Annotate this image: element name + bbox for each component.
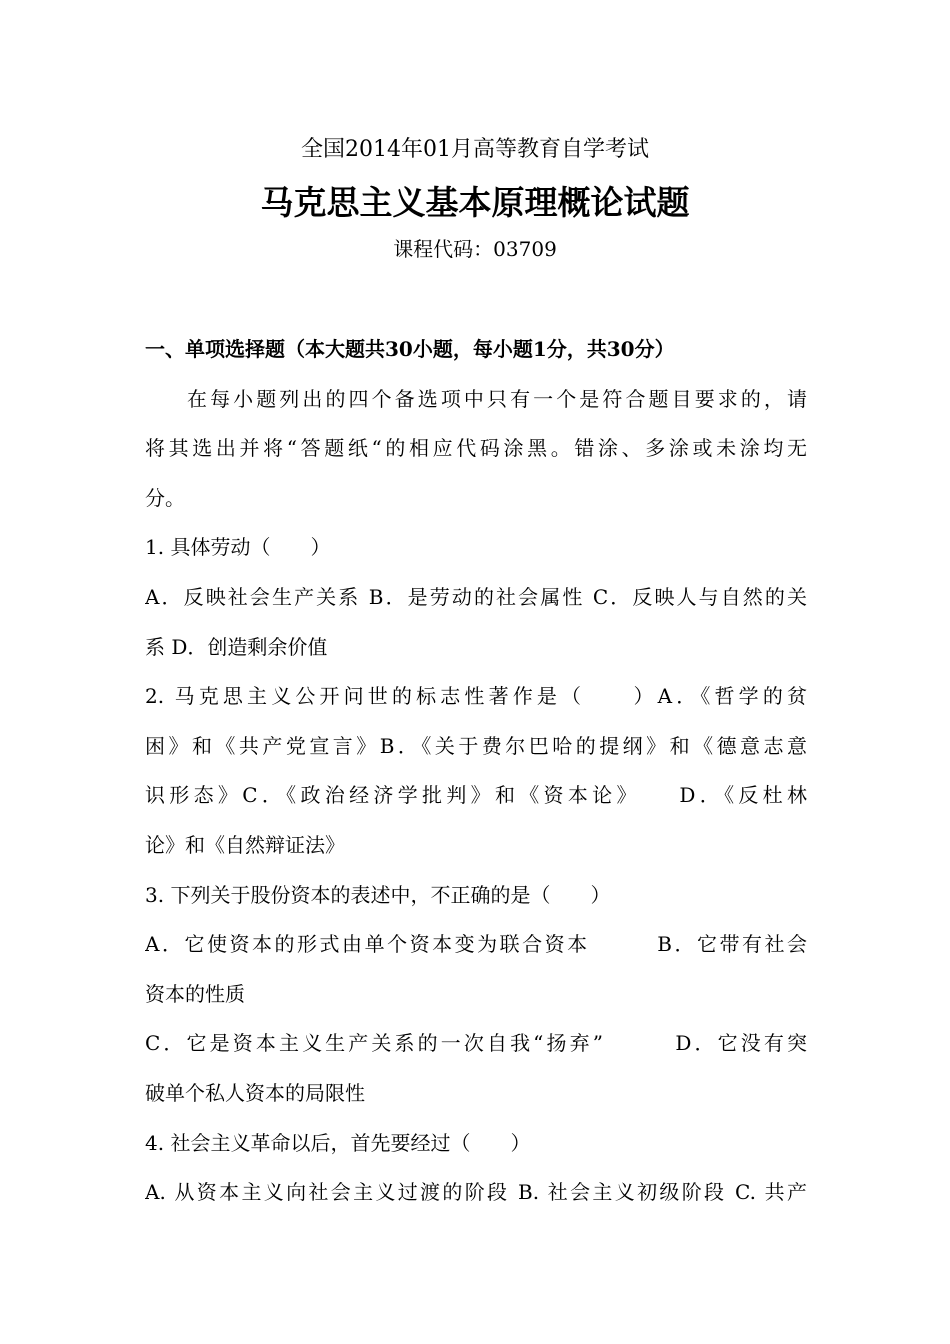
question-line: 论》和《自然辩证法》 — [145, 832, 345, 857]
question-line: A．它使资本的形式由单个资本变为联合资本 B．它带有社会 — [145, 932, 807, 957]
question-line: 4. 社会主义革命以后，首先要经过（ ） — [145, 1130, 531, 1155]
question-line: 2. 马克思主义公开问世的标志性著作是（ ）A．《哲学的贫 — [145, 684, 807, 709]
question-line: 资本的性质 — [145, 981, 245, 1006]
exam-title: 马克思主义基本原理概论试题 — [260, 183, 690, 222]
question-line: C．它是资本主义生产关系的一次自我“扬弃” D．它没有突 — [145, 1031, 807, 1056]
instruction-line: 将其选出并将“答题纸“的相应代码涂黑。错涂、多涂或未涂均无 — [145, 436, 807, 461]
section-heading: 一、单项选择题（本大题共30小题，每小题1分，共30分） — [145, 337, 675, 361]
question-line: 3. 下列关于股份资本的表述中，不正确的是（ ） — [145, 882, 611, 907]
instruction-line: 在每小题列出的四个备选项中只有一个是符合题目要求的，请 — [187, 386, 807, 411]
section-1 — [145, 325, 807, 1218]
question-line: 系 D．创造剩余价值 — [145, 634, 328, 659]
question-line: A. 从资本主义向社会主义过渡的阶段 B. 社会主义初级阶段 C. 共产 — [145, 1180, 807, 1205]
question-line: 困》和《共产党宣言》B．《关于费尔巴哈的提纲》和《德意志意 — [145, 733, 807, 758]
instruction-line: 分。 — [145, 485, 185, 510]
question-line: 1. 具体劳动（ ） — [145, 535, 331, 560]
question-line: A．反映社会生产关系 B．是劳动的社会属性 C．反映人与自然的关 — [145, 584, 807, 609]
exam-header-line: 全国2014年01月高等教育自学考试 — [301, 137, 649, 162]
course-code: 课程代码：03709 — [393, 237, 557, 261]
question-line: 破单个私人资本的局限性 — [145, 1080, 365, 1105]
question-line: 识形态》C．《政治经济学批判》和《资本论》 D．《反杜林 — [145, 783, 807, 808]
